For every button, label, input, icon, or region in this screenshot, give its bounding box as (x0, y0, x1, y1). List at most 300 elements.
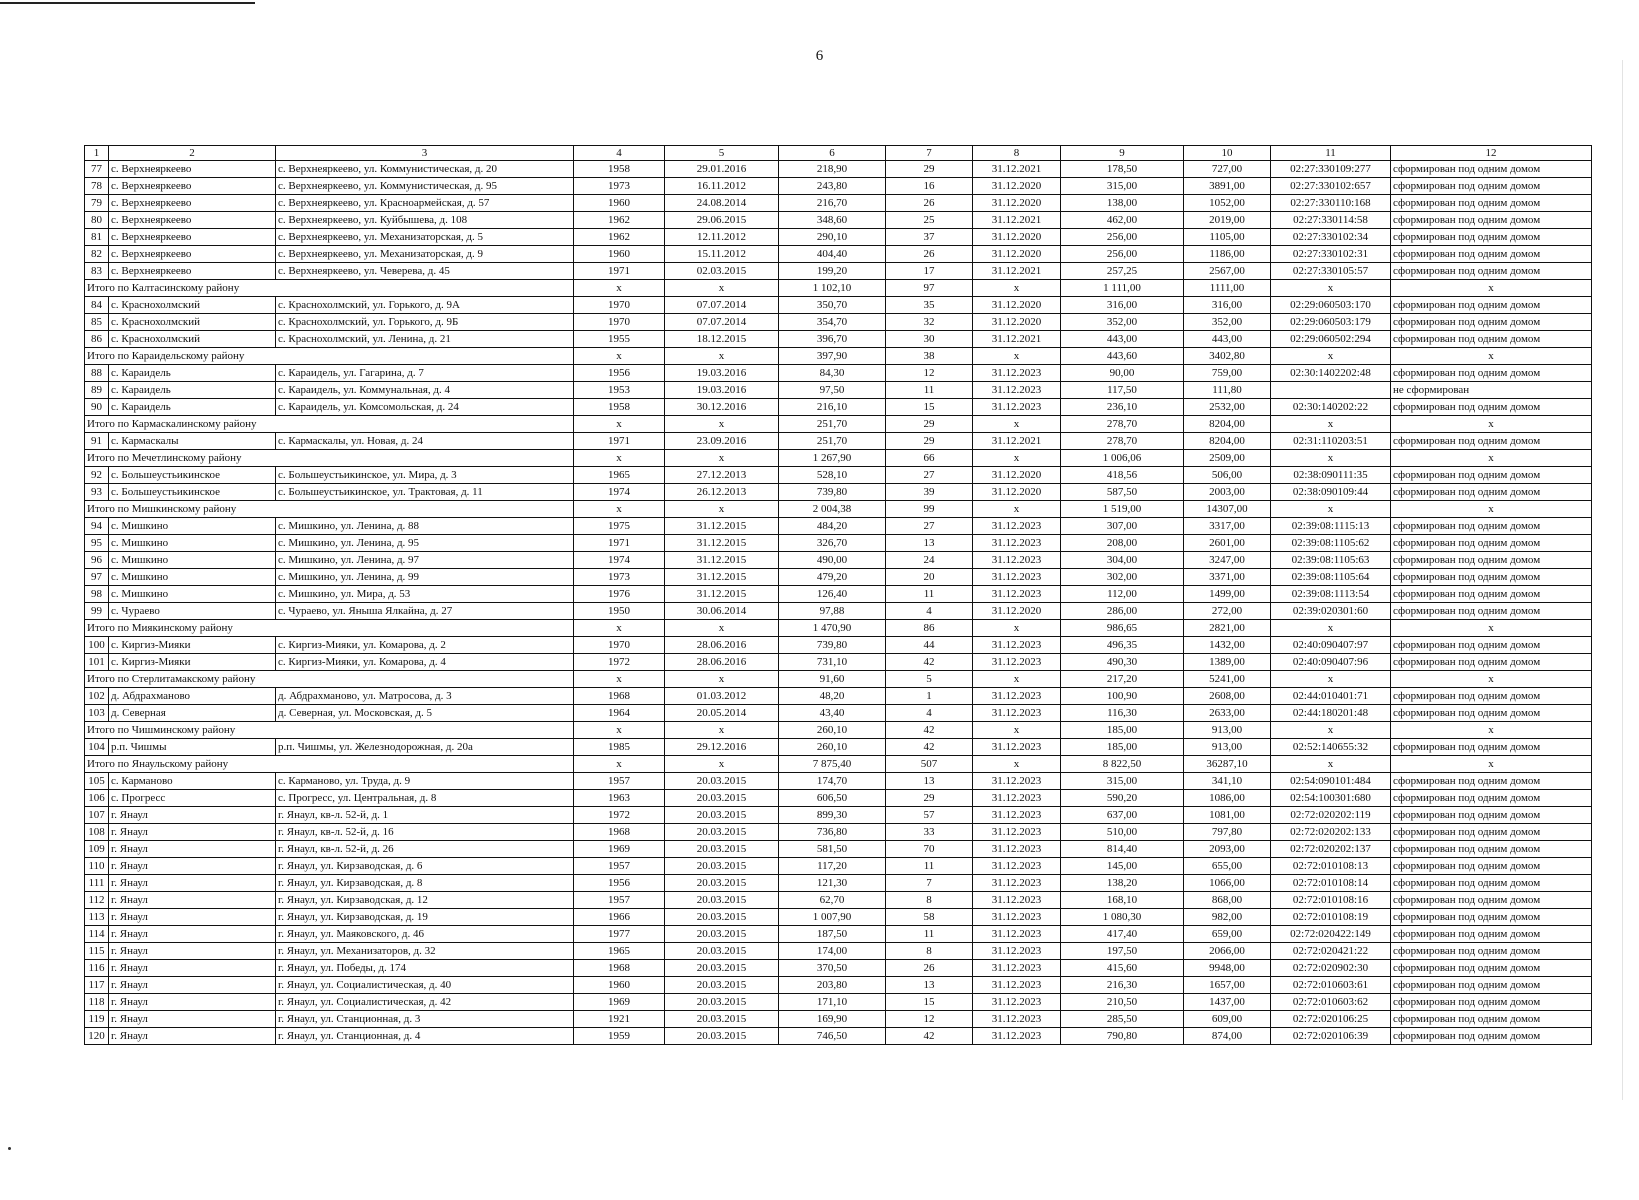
table-cell: 746,50 (779, 1028, 886, 1045)
table-cell: 32 (886, 314, 973, 331)
table-cell: 114 (85, 926, 109, 943)
col-header: 5 (665, 146, 779, 161)
table-cell: с. Верхнеяркеево (109, 263, 276, 280)
table-cell: 02:27:330114:58 (1271, 212, 1391, 229)
table-cell: 84,30 (779, 365, 886, 382)
table-cell: 31.12.2020 (973, 467, 1061, 484)
table-cell: 29 (886, 161, 973, 178)
table-cell: 16.11.2012 (665, 178, 779, 195)
table-cell: 1960 (574, 246, 665, 263)
table-row (85, 790, 1592, 807)
table-cell: 982,00 (1184, 909, 1271, 926)
table-cell: 02:39:08:1105:63 (1271, 552, 1391, 569)
table-cell: 02:38:090109:44 (1271, 484, 1391, 501)
table-cell: 02:39:08:1115:13 (1271, 518, 1391, 535)
table-cell: 260,10 (779, 739, 886, 756)
table-cell: 199,20 (779, 263, 886, 280)
table-cell: 31.12.2020 (973, 314, 1061, 331)
table-cell: 8 (886, 943, 973, 960)
table-cell: сформирован под одним домом (1391, 586, 1592, 603)
table-cell: сформирован под одним домом (1391, 314, 1592, 331)
table-cell: 1970 (574, 314, 665, 331)
table-cell: 315,00 (1061, 773, 1184, 790)
table-cell: 1052,00 (1184, 195, 1271, 212)
table-cell: с. Краснохолмский (109, 331, 276, 348)
table-cell: 1 080,30 (1061, 909, 1184, 926)
table-cell: 109 (85, 841, 109, 858)
table-row (85, 229, 1592, 246)
table-row (85, 841, 1592, 858)
table-row (85, 212, 1592, 229)
table-cell: 26 (886, 195, 973, 212)
table-cell: 1081,00 (1184, 807, 1271, 824)
table-cell: 1959 (574, 1028, 665, 1045)
subtotal-cell: x (665, 450, 779, 467)
subtotal-cell: x (665, 416, 779, 433)
subtotal-cell: x (973, 280, 1061, 297)
table-row (85, 960, 1592, 977)
table-cell: с. Верхнеяркеево, ул. Механизаторская, д. 5 (276, 229, 574, 246)
subtotal-cell: x (574, 280, 665, 297)
table-cell: 27.12.2013 (665, 467, 779, 484)
subtotal-label: Итого по Кармаскалинскому району (85, 416, 574, 433)
table-cell: 20.03.2015 (665, 841, 779, 858)
table-cell: 443,00 (1184, 331, 1271, 348)
table-cell: 31.12.2015 (665, 569, 779, 586)
table-row (85, 994, 1592, 1011)
table-row (85, 365, 1592, 382)
table-cell: 31.12.2015 (665, 586, 779, 603)
table-cell: 1389,00 (1184, 654, 1271, 671)
table-cell: 19.03.2016 (665, 382, 779, 399)
table-cell: 18.12.2015 (665, 331, 779, 348)
table-cell: 57 (886, 807, 973, 824)
table-cell: 418,56 (1061, 467, 1184, 484)
subtotal-cell: 913,00 (1184, 722, 1271, 739)
table-cell: г. Янаул, ул. Механизаторов, д. 32 (276, 943, 574, 960)
table-cell: с. Мишкино (109, 586, 276, 603)
table-cell: 29.12.2016 (665, 739, 779, 756)
subtotal-row (85, 416, 1592, 433)
table-cell: 1965 (574, 467, 665, 484)
table-cell: с. Киргиз-Мияки, ул. Комарова, д. 2 (276, 637, 574, 654)
table-cell: 11 (886, 382, 973, 399)
table-cell: 117,20 (779, 858, 886, 875)
subtotal-cell: 1 006,06 (1061, 450, 1184, 467)
subtotal-row (85, 450, 1592, 467)
table-cell: г. Янаул (109, 960, 276, 977)
table-cell: 20 (886, 569, 973, 586)
table-cell: 11 (886, 858, 973, 875)
table-cell: 31.12.2020 (973, 178, 1061, 195)
col-header: 8 (973, 146, 1061, 161)
table-cell: 2066,00 (1184, 943, 1271, 960)
table-cell: сформирован под одним домом (1391, 892, 1592, 909)
table-cell: р.п. Чишмы (109, 739, 276, 756)
table-cell: 20.03.2015 (665, 824, 779, 841)
table-cell: 02:29:060502:294 (1271, 331, 1391, 348)
table-cell: г. Янаул, ул. Кирзаводская, д. 12 (276, 892, 574, 909)
subtotal-label: Итого по Караидельскому району (85, 348, 574, 365)
table-cell: 108 (85, 824, 109, 841)
table-row (85, 773, 1592, 790)
table-cell: 587,50 (1061, 484, 1184, 501)
table-cell: 1956 (574, 875, 665, 892)
subtotal-label: Итого по Янаульскому району (85, 756, 574, 773)
table-cell: 1958 (574, 161, 665, 178)
table-cell: 278,70 (1061, 433, 1184, 450)
table-cell: с. Верхнеяркеево, ул. Механизаторская, д. 9 (276, 246, 574, 263)
subtotal-cell: x (1271, 671, 1391, 688)
table-cell: 27 (886, 467, 973, 484)
table-cell: 39 (886, 484, 973, 501)
table-cell: 1962 (574, 229, 665, 246)
table-cell: 352,00 (1184, 314, 1271, 331)
table-cell: 119 (85, 1011, 109, 1028)
table-cell: 31.12.2023 (973, 807, 1061, 824)
table-cell: 1968 (574, 688, 665, 705)
table-cell: 490,00 (779, 552, 886, 569)
table-cell: 257,25 (1061, 263, 1184, 280)
table-cell: 98 (85, 586, 109, 603)
table-cell: 1921 (574, 1011, 665, 1028)
table-cell: 13 (886, 535, 973, 552)
table-cell: 101 (85, 654, 109, 671)
table-cell: 1086,00 (1184, 790, 1271, 807)
table-cell: 1973 (574, 178, 665, 195)
col-header: 4 (574, 146, 665, 161)
subtotal-cell: x (665, 348, 779, 365)
table-cell: сформирован под одним домом (1391, 841, 1592, 858)
table-cell: 02:27:330102:34 (1271, 229, 1391, 246)
table-cell: 11 (886, 586, 973, 603)
table-row (85, 467, 1592, 484)
table-cell: 31.12.2023 (973, 688, 1061, 705)
subtotal-cell: 2821,00 (1184, 620, 1271, 637)
subtotal-cell: x (1391, 620, 1592, 637)
subtotal-cell: 99 (886, 501, 973, 518)
table-cell: с. Верхнеяркеево (109, 161, 276, 178)
table-cell: 1964 (574, 705, 665, 722)
table-cell: 31.12.2023 (973, 399, 1061, 416)
table-cell: 3891,00 (1184, 178, 1271, 195)
table-cell: 510,00 (1061, 824, 1184, 841)
table-cell: 210,50 (1061, 994, 1184, 1011)
table-cell: сформирован под одним домом (1391, 790, 1592, 807)
table-cell: 218,90 (779, 161, 886, 178)
table-cell: 4 (886, 603, 973, 620)
subtotal-cell: x (973, 756, 1061, 773)
table-cell: 31.12.2023 (973, 382, 1061, 399)
table-cell: 30.12.2016 (665, 399, 779, 416)
table-cell: 443,00 (1061, 331, 1184, 348)
table-cell: 27 (886, 518, 973, 535)
subtotal-label: Итого по Мишкинскому району (85, 501, 574, 518)
table-cell: 31.12.2020 (973, 603, 1061, 620)
subtotal-cell: x (973, 348, 1061, 365)
table-cell: с. Верхнеяркеево (109, 246, 276, 263)
table-cell: с. Чураево (109, 603, 276, 620)
table-cell: сформирован под одним домом (1391, 773, 1592, 790)
table-cell: 31.12.2023 (973, 960, 1061, 977)
table-cell: 12 (886, 365, 973, 382)
subtotal-cell: 38 (886, 348, 973, 365)
header-row (85, 146, 1592, 161)
table-cell: 93 (85, 484, 109, 501)
table-cell: 26.12.2013 (665, 484, 779, 501)
table-cell: 31.12.2020 (973, 195, 1061, 212)
subtotal-cell: 185,00 (1061, 722, 1184, 739)
page-number: 6 (815, 48, 824, 64)
table-cell: 1956 (574, 365, 665, 382)
table-cell: 24.08.2014 (665, 195, 779, 212)
subtotal-cell: x (973, 501, 1061, 518)
table-cell: с. Верхнеяркеево, ул. Красноармейская, д. 57 (276, 195, 574, 212)
table-cell: 88 (85, 365, 109, 382)
table-cell: сформирован под одним домом (1391, 994, 1592, 1011)
table-cell: д. Северная, ул. Московская, д. 5 (276, 705, 574, 722)
table-cell: 354,70 (779, 314, 886, 331)
table-cell: 25 (886, 212, 973, 229)
subtotal-cell: 2509,00 (1184, 450, 1271, 467)
table-cell: 138,20 (1061, 875, 1184, 892)
table-cell: 304,00 (1061, 552, 1184, 569)
table-cell: 2633,00 (1184, 705, 1271, 722)
table-cell: 70 (886, 841, 973, 858)
table-cell: 352,00 (1061, 314, 1184, 331)
table-cell: 1971 (574, 433, 665, 450)
table-cell: с. Карманово, ул. Труда, д. 9 (276, 773, 574, 790)
table-cell: с. Караидель, ул. Коммунальная, д. 4 (276, 382, 574, 399)
table-row (85, 399, 1592, 416)
subtotal-cell: 217,20 (1061, 671, 1184, 688)
col-header: 3 (276, 146, 574, 161)
table-cell: 13 (886, 977, 973, 994)
table-cell: 185,00 (1061, 739, 1184, 756)
table-cell: г. Янаул, ул. Станционная, д. 4 (276, 1028, 574, 1045)
table-cell: сформирован под одним домом (1391, 178, 1592, 195)
table-row (85, 603, 1592, 620)
table-cell: 1957 (574, 892, 665, 909)
subtotal-cell: x (665, 756, 779, 773)
table-cell: 12 (886, 1011, 973, 1028)
subtotal-cell: x (1391, 280, 1592, 297)
table-cell: 94 (85, 518, 109, 535)
table-cell: г. Янаул, ул. Победы, д. 174 (276, 960, 574, 977)
table-cell: 256,00 (1061, 229, 1184, 246)
table-cell: 3371,00 (1184, 569, 1271, 586)
subtotal-cell: x (973, 722, 1061, 739)
table-cell: г. Янаул (109, 909, 276, 926)
table-cell: 31.12.2023 (973, 569, 1061, 586)
subtotal-cell: x (665, 620, 779, 637)
table-cell: с. Караидель (109, 382, 276, 399)
table-row (85, 1028, 1592, 1045)
table-cell: с. Краснохолмский (109, 297, 276, 314)
table-cell: сформирован под одним домом (1391, 433, 1592, 450)
subtotal-cell: x (1271, 620, 1391, 637)
table-cell: 868,00 (1184, 892, 1271, 909)
table-row (85, 161, 1592, 178)
table-cell: 31.12.2021 (973, 263, 1061, 280)
table-cell: 31.12.2021 (973, 212, 1061, 229)
table-cell: сформирован под одним домом (1391, 518, 1592, 535)
subtotal-cell: 1 102,10 (779, 280, 886, 297)
subtotal-cell: 1111,00 (1184, 280, 1271, 297)
table-cell: с. Кармаскалы, ул. Новая, д. 24 (276, 433, 574, 450)
table-cell: 89 (85, 382, 109, 399)
table-cell: д. Абдрахманово (109, 688, 276, 705)
table-cell: с. Большеустьикинское (109, 484, 276, 501)
table-cell: 31.12.2023 (973, 535, 1061, 552)
table-cell: 02:72:010603:61 (1271, 977, 1391, 994)
table-cell: 3317,00 (1184, 518, 1271, 535)
table-cell: сформирован под одним домом (1391, 977, 1592, 994)
table-cell: 48,20 (779, 688, 886, 705)
table-cell (1271, 382, 1391, 399)
table-cell: г. Янаул (109, 875, 276, 892)
table-cell: сформирован под одним домом (1391, 535, 1592, 552)
table-cell: р.п. Чишмы, ул. Железнодорожная, д. 20а (276, 739, 574, 756)
subtotal-cell: x (1391, 671, 1592, 688)
subtotal-label: Итого по Стерлитамакскому району (85, 671, 574, 688)
table-cell: 1963 (574, 790, 665, 807)
table-cell: 92 (85, 467, 109, 484)
table-cell: 20.03.2015 (665, 1028, 779, 1045)
table-row (85, 637, 1592, 654)
table-cell: 20.03.2015 (665, 807, 779, 824)
table-cell: сформирован под одним домом (1391, 926, 1592, 943)
table-cell: 26 (886, 960, 973, 977)
table-cell: 20.03.2015 (665, 926, 779, 943)
table-cell: с. Большеустьикинское, ул. Мира, д. 3 (276, 467, 574, 484)
table-cell: 1968 (574, 960, 665, 977)
table-cell: 462,00 (1061, 212, 1184, 229)
table-cell: 1 (886, 688, 973, 705)
table-cell: 31.12.2023 (973, 518, 1061, 535)
table-cell: 2003,00 (1184, 484, 1271, 501)
table-cell: 1955 (574, 331, 665, 348)
table-cell: сформирован под одним домом (1391, 654, 1592, 671)
table-cell: сформирован под одним домом (1391, 484, 1592, 501)
table-cell: 02:27:330105:57 (1271, 263, 1391, 280)
table-cell: г. Янаул, ул. Маяковского, д. 46 (276, 926, 574, 943)
subtotal-cell: 66 (886, 450, 973, 467)
table-cell: 31.12.2023 (973, 365, 1061, 382)
table-cell: 20.05.2014 (665, 705, 779, 722)
table-cell: г. Янаул (109, 977, 276, 994)
table-cell: г. Янаул (109, 943, 276, 960)
table-cell: 404,40 (779, 246, 886, 263)
table-cell: 97 (85, 569, 109, 586)
table-cell: сформирован под одним домом (1391, 246, 1592, 263)
table-cell: 251,70 (779, 433, 886, 450)
subtotal-cell: x (973, 620, 1061, 637)
table-cell: с. Верхнеяркеево (109, 212, 276, 229)
table-cell: г. Янаул (109, 994, 276, 1011)
subtotal-cell: 3402,80 (1184, 348, 1271, 365)
subtotal-cell: x (973, 416, 1061, 433)
table-cell: 82 (85, 246, 109, 263)
table-cell: 1968 (574, 824, 665, 841)
subtotal-cell: x (574, 671, 665, 688)
table-cell: 126,40 (779, 586, 886, 603)
table-cell: 171,10 (779, 994, 886, 1011)
table-cell: 31.12.2023 (973, 739, 1061, 756)
table-cell: 31.12.2023 (973, 926, 1061, 943)
table-cell: г. Янаул, ул. Социалистическая, д. 42 (276, 994, 574, 1011)
table-cell: 24 (886, 552, 973, 569)
table-cell: 02:39:08:1105:64 (1271, 569, 1391, 586)
subtotal-cell: 2 004,38 (779, 501, 886, 518)
table-cell: г. Янаул (109, 841, 276, 858)
table-cell: 31.12.2020 (973, 246, 1061, 263)
table-cell: 31.12.2021 (973, 161, 1061, 178)
table-cell: 655,00 (1184, 858, 1271, 875)
subtotal-cell: x (665, 280, 779, 297)
table-cell: 1499,00 (1184, 586, 1271, 603)
table-cell: 107 (85, 807, 109, 824)
table-cell: 90,00 (1061, 365, 1184, 382)
scan-dot (8, 1147, 11, 1150)
table-row (85, 263, 1592, 280)
table-cell: 02:72:010603:62 (1271, 994, 1391, 1011)
table-cell: 1958 (574, 399, 665, 416)
table-row (85, 824, 1592, 841)
table-cell: 1971 (574, 263, 665, 280)
table-cell: 606,50 (779, 790, 886, 807)
table-cell: сформирован под одним домом (1391, 705, 1592, 722)
table-row (85, 246, 1592, 263)
table-cell: 31.12.2023 (973, 705, 1061, 722)
table-cell: 29 (886, 433, 973, 450)
table-cell: 31.12.2023 (973, 824, 1061, 841)
table-cell: 02:72:020202:133 (1271, 824, 1391, 841)
table-cell: с. Мишкино (109, 569, 276, 586)
table-cell: с. Прогресс, ул. Центральная, д. 8 (276, 790, 574, 807)
table-cell: 42 (886, 654, 973, 671)
subtotal-cell: x (1271, 348, 1391, 365)
table-row (85, 484, 1592, 501)
subtotal-cell: x (1391, 501, 1592, 518)
table-cell: 105 (85, 773, 109, 790)
subtotal-cell: 29 (886, 416, 973, 433)
table-cell: 1962 (574, 212, 665, 229)
table-cell: 20.03.2015 (665, 909, 779, 926)
table-cell: 208,00 (1061, 535, 1184, 552)
subtotal-cell: x (973, 450, 1061, 467)
table-cell: 30.06.2014 (665, 603, 779, 620)
table-cell: 168,10 (1061, 892, 1184, 909)
subtotal-cell: x (574, 416, 665, 433)
table-cell: с. Киргиз-Мияки, ул. Комарова, д. 4 (276, 654, 574, 671)
col-header: 9 (1061, 146, 1184, 161)
table-cell: 316,00 (1061, 297, 1184, 314)
table-cell: 16 (886, 178, 973, 195)
table-cell: 370,50 (779, 960, 886, 977)
table-cell: 256,00 (1061, 246, 1184, 263)
table-cell: 216,30 (1061, 977, 1184, 994)
table-cell: 30 (886, 331, 973, 348)
table-cell: сформирован под одним домом (1391, 552, 1592, 569)
table-cell: 106 (85, 790, 109, 807)
table-cell: 31.12.2023 (973, 586, 1061, 603)
table-cell: сформирован под одним домом (1391, 1028, 1592, 1045)
table-cell: 115 (85, 943, 109, 960)
subtotal-cell: 8 822,50 (1061, 756, 1184, 773)
subtotal-cell: x (1271, 450, 1391, 467)
table-cell: 307,00 (1061, 518, 1184, 535)
